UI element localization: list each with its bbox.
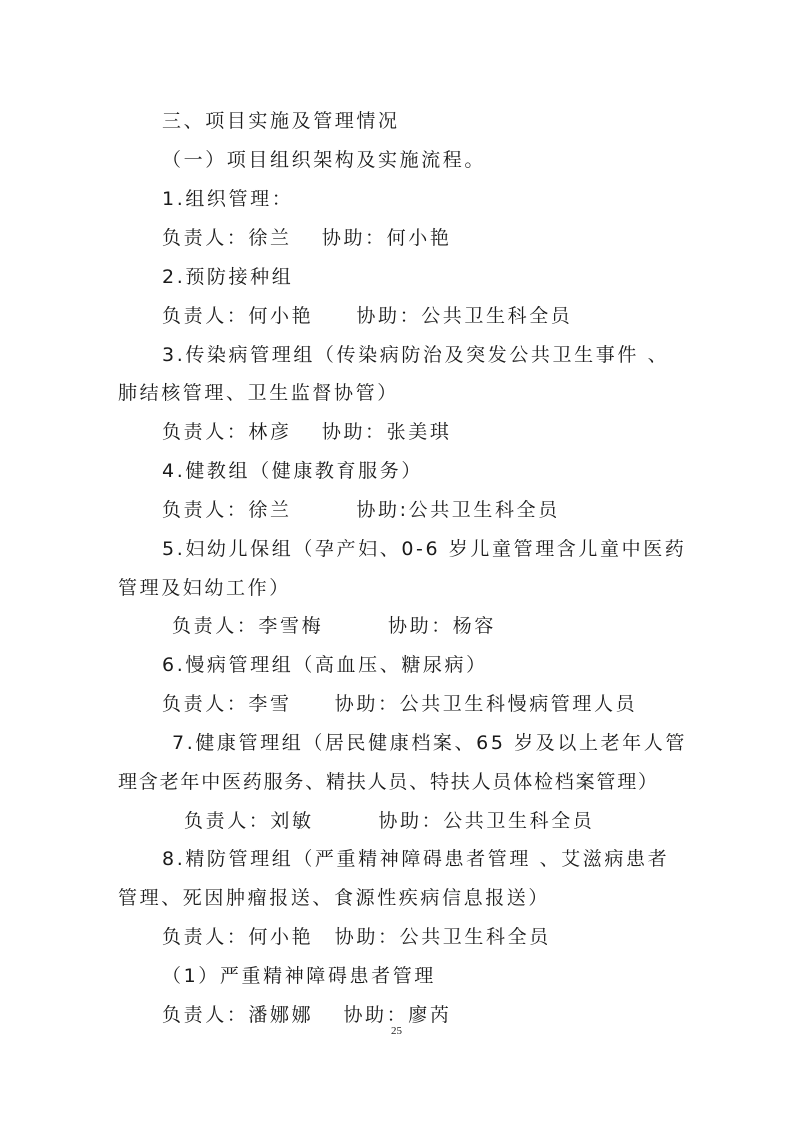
responsible-line: 负责人：潘娜娜 协助：廖芮 [162,1004,452,1026]
paragraph-continuation: 管理、死因肿瘤报送、食源性疾病信息报送） [118,887,551,909]
section-heading: 三、项目实施及管理情况 [162,110,400,132]
item-heading-mental-health: 8.精防管理组（严重精神障碍患者管理 、艾滋病患者 [162,848,670,870]
item-heading-infectious-disease: 3.传染病管理组（传染病防治及突发公共卫生事件 、 [162,344,670,366]
responsible-line: 负责人：何小艳 协助：公共卫生科全员 [162,305,573,327]
page-number: 25 [391,1025,402,1037]
responsible-line: 负责人：何小艳 协助：公共卫生科全员 [162,926,551,948]
item-heading-health-education: 4.健教组（健康教育服务） [162,460,423,482]
sub-item-heading: （1）严重精神障碍患者管理 [162,965,436,987]
item-heading-health-management: 7.健康管理组（居民健康档案、65 岁及以上老年人管 [172,732,687,754]
responsible-line: 负责人：李雪 协助：公共卫生科慢病管理人员 [162,693,638,715]
paragraph-continuation: 理含老年中医药服务、精扶人员、特扶人员体检档案管理） [118,771,659,793]
item-heading-organization: 1.组织管理： [162,188,294,210]
responsible-line: 负责人：林彦 协助：张美琪 [162,421,452,443]
paragraph-continuation: 管理及妇幼工作） [118,577,291,599]
item-heading-maternal-child: 5.妇幼儿保组（孕产妇、0-6 岁儿童管理含儿童中医药 [162,538,687,560]
responsible-line: 负责人：徐兰 协助:公共卫生科全员 [162,499,560,521]
paragraph-continuation: 肺结核管理、卫生监督协管） [118,382,399,404]
responsible-line: 负责人：徐兰 协助：何小艳 [162,227,452,249]
responsible-line: 负责人：李雪梅 协助：杨容 [172,615,497,637]
item-heading-vaccination: 2.预防接种组 [162,266,294,288]
subsection-heading: （一）项目组织架构及实施流程。 [162,149,487,171]
item-heading-chronic-disease: 6.慢病管理组（高血压、糖尿病） [162,654,488,676]
responsible-line: 负责人：刘敏 协助：公共卫生科全员 [184,810,595,832]
